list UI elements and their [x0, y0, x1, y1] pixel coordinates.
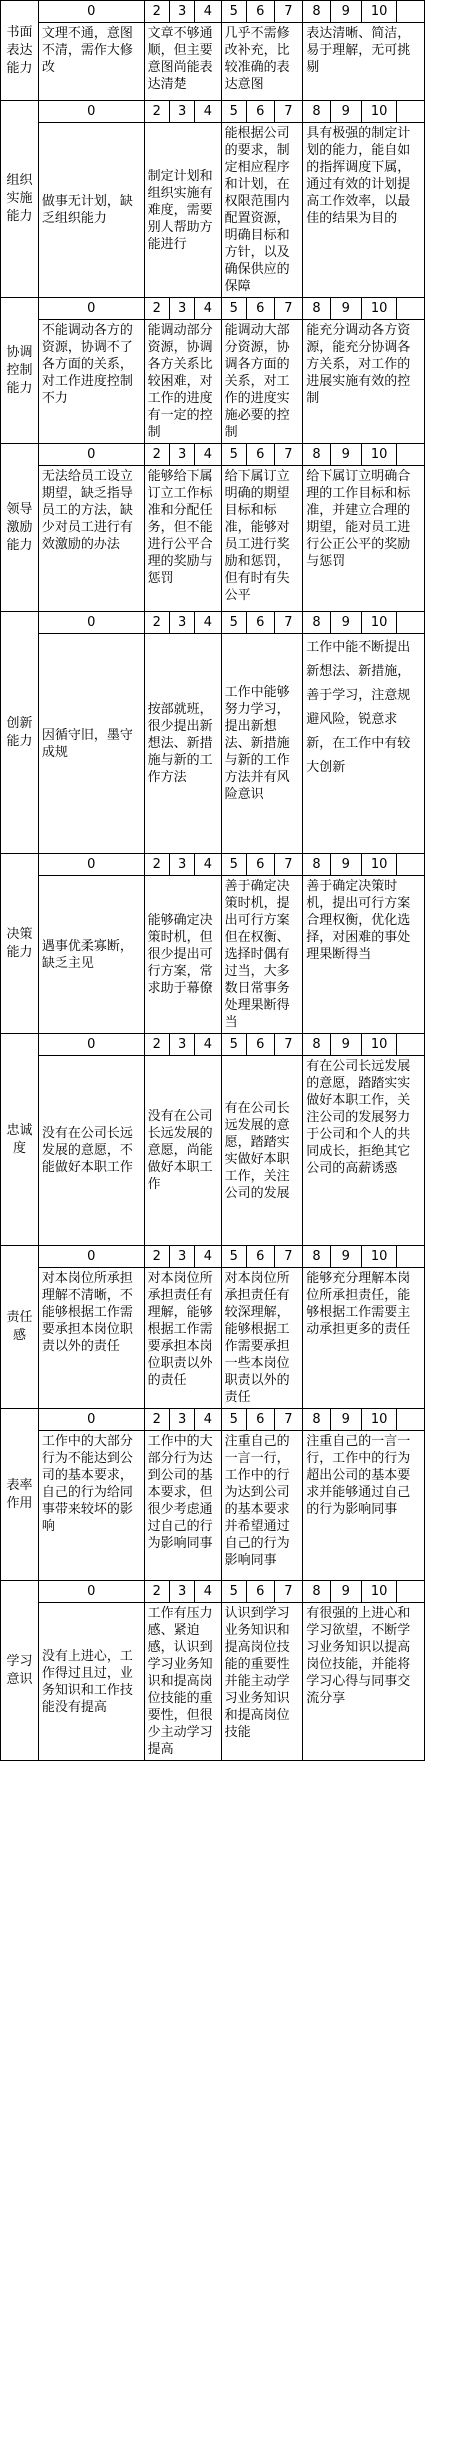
- score-blank: [397, 1409, 425, 1431]
- score-2: 2: [144, 1034, 169, 1056]
- score-0: 0: [38, 101, 144, 123]
- level-desc-3: 有在公司长远发展的意愿，踏踏实实做好本职工作，关注公司的发展: [221, 1056, 303, 1246]
- score-4: 4: [195, 101, 221, 123]
- score-8: 8: [303, 1246, 331, 1268]
- score-10: 10: [361, 1034, 397, 1056]
- score-7: 7: [274, 1246, 303, 1268]
- score-9: 9: [330, 1581, 361, 1603]
- score-7: 7: [274, 612, 303, 634]
- score-4: 4: [195, 444, 221, 466]
- level-desc-1: 工作中的大部分行为不能达到公司的基本要求，自己的行为给同事带来较坏的影响: [38, 1431, 144, 1581]
- score-9: 9: [330, 101, 361, 123]
- score-0: 0: [38, 1034, 144, 1056]
- score-4: 4: [195, 1, 221, 23]
- level-desc-3: 能根据公司的要求，制定相应程序和计划，在权限范围内配置资源，明确目标和方针，以及确保供应的保障: [221, 123, 303, 298]
- level-desc-1: 不能调动各方的资源，协调不了各方面的关系，对工作进度控制不力: [38, 320, 144, 444]
- level-desc-2: 能够给下属订立工作标准和分配任务，但不能进行公平合理的奖励与惩罚: [144, 466, 221, 612]
- score-5: 5: [221, 1246, 246, 1268]
- score-0: 0: [38, 1409, 144, 1431]
- level-desc-4: 有很强的上进心和学习欲望，不断学习业务知识以提高岗位技能，并能将学习心得与同事交流分享: [303, 1603, 425, 1761]
- score-2: 2: [144, 854, 169, 876]
- level-desc-4: 能充分调动各方资源，能充分协调各方关系，对工作的进展实施有效的控制: [303, 320, 425, 444]
- score-10: 10: [361, 101, 397, 123]
- score-8: 8: [303, 612, 331, 634]
- score-6: 6: [246, 1409, 274, 1431]
- criterion-desc-row: [1, 1268, 455, 1409]
- score-blank: [397, 444, 425, 466]
- score-5: 5: [221, 444, 246, 466]
- score-8: 8: [303, 854, 331, 876]
- criterion-name: 决策能力: [1, 854, 39, 1034]
- level-desc-4: 注重自己的一言一行，工作中的行为超出公司的基本要求并能够通过自己的行为影响同事: [303, 1431, 425, 1581]
- score-7: 7: [274, 854, 303, 876]
- score-4: 4: [195, 854, 221, 876]
- level-desc-3: 注重自己的一言一行，工作中的行为达到公司的基本要求并希望通过自己的行为影响同事: [221, 1431, 303, 1581]
- score-4: 4: [195, 612, 221, 634]
- level-desc-3: 善于确定决策时机，提出可行方案但在权衡、选择时偶有过当，大多数日常事务处理果断得当: [221, 876, 303, 1034]
- score-7: 7: [274, 101, 303, 123]
- criterion-desc-row: [1, 876, 455, 1034]
- score-5: 5: [221, 612, 246, 634]
- score-6: 6: [246, 1246, 274, 1268]
- level-desc-1: 文理不通，意图不清，需作大修改: [38, 23, 144, 101]
- score-header-row: [1, 1034, 455, 1056]
- score-10: 10: [361, 854, 397, 876]
- score-9: 9: [330, 1409, 361, 1431]
- criterion-desc-row: [1, 1431, 455, 1581]
- score-6: 6: [246, 298, 274, 320]
- criterion-desc-row: [1, 1056, 455, 1246]
- score-4: 4: [195, 1581, 221, 1603]
- score-3: 3: [169, 1409, 194, 1431]
- score-7: 7: [274, 1, 303, 23]
- level-desc-3: 给下属订立明确的期望目标和标准，能够对员工进行奖励和惩罚，但有时有失公平: [221, 466, 303, 612]
- score-6: 6: [246, 444, 274, 466]
- level-desc-2: 工作中的大部分行为达到公司的基本要求，但很少考虑通过自己的行为影响同事: [144, 1431, 221, 1581]
- score-header-row: [1, 612, 455, 634]
- score-7: 7: [274, 444, 303, 466]
- score-10: 10: [361, 1246, 397, 1268]
- criterion-name: 书面表达能力: [1, 1, 39, 101]
- score-10: 10: [361, 612, 397, 634]
- score-header-row: [1, 1409, 455, 1431]
- level-desc-2: 按部就班，很少提出新想法、新措施与新的工作方法: [144, 634, 221, 854]
- score-blank: [397, 1246, 425, 1268]
- score-5: 5: [221, 1581, 246, 1603]
- criterion-desc-row: [1, 466, 455, 612]
- criterion-name: 学习意识: [1, 1581, 39, 1761]
- criterion-name: 协调控制能力: [1, 298, 39, 444]
- score-10: 10: [361, 1581, 397, 1603]
- score-8: 8: [303, 298, 331, 320]
- level-desc-2: 制定计划和组织实施有难度，需要别人帮助方能进行: [144, 123, 221, 298]
- level-desc-3: 能调动大部分资源，协调各方面的关系，对工作的进度实施必要的控制: [221, 320, 303, 444]
- score-2: 2: [144, 444, 169, 466]
- level-desc-2: 能够确定决策时机，但很少提出可行方案，常求助于幕僚: [144, 876, 221, 1034]
- score-blank: [397, 1, 425, 23]
- score-6: 6: [246, 101, 274, 123]
- score-9: 9: [330, 854, 361, 876]
- score-7: 7: [274, 1034, 303, 1056]
- score-3: 3: [169, 298, 194, 320]
- score-9: 9: [330, 1, 361, 23]
- score-8: 8: [303, 1581, 331, 1603]
- level-desc-1: 对本岗位所承担理解不清晰，不能够根据工作需要承担本岗位职责以外的责任: [38, 1268, 144, 1409]
- score-blank: [397, 854, 425, 876]
- score-header-row: [1, 1246, 455, 1268]
- level-desc-3: 认识到学习业务知识和提高岗位技能的重要性并能主动学习业务知识和提高岗位技能: [221, 1603, 303, 1761]
- score-5: 5: [221, 1034, 246, 1056]
- score-5: 5: [221, 298, 246, 320]
- score-6: 6: [246, 1034, 274, 1056]
- score-8: 8: [303, 444, 331, 466]
- score-8: 8: [303, 101, 331, 123]
- criterion-name: 组织实施能力: [1, 101, 39, 298]
- score-3: 3: [169, 101, 194, 123]
- criterion-name: 表率作用: [1, 1409, 39, 1581]
- score-3: 3: [169, 1581, 194, 1603]
- criterion-name: 领导激励能力: [1, 444, 39, 612]
- score-header-row: [1, 854, 455, 876]
- score-3: 3: [169, 612, 194, 634]
- level-desc-4: 有在公司长远发展的意愿，踏踏实实做好本职工作，关注公司的发展努力于公司和个人的共同成长，拒绝其它公司的高薪诱惑: [303, 1056, 425, 1246]
- criterion-desc-row: [1, 320, 455, 444]
- score-3: 3: [169, 444, 194, 466]
- score-9: 9: [330, 298, 361, 320]
- score-blank: [397, 298, 425, 320]
- score-7: 7: [274, 1409, 303, 1431]
- criterion-desc-row: [1, 1603, 455, 1761]
- level-desc-4: 工作中能不断提出新想法、新措施，善于学习，注意规避风险，锐意求新，在工作中有较大创新: [303, 634, 425, 854]
- score-4: 4: [195, 1034, 221, 1056]
- score-6: 6: [246, 854, 274, 876]
- score-10: 10: [361, 1409, 397, 1431]
- score-4: 4: [195, 1409, 221, 1431]
- level-desc-3: 工作中能够努力学习，提出新想法、新措施与新的工作方法并有风险意识: [221, 634, 303, 854]
- score-3: 3: [169, 1034, 194, 1056]
- score-0: 0: [38, 1246, 144, 1268]
- score-10: 10: [361, 1, 397, 23]
- score-2: 2: [144, 1246, 169, 1268]
- score-3: 3: [169, 1246, 194, 1268]
- level-desc-1: 做事无计划，缺乏组织能力: [38, 123, 144, 298]
- score-0: 0: [38, 854, 144, 876]
- level-desc-2: 对本岗位所承担责任有理解，能够根据工作需要承担本岗位职责以外的责任: [144, 1268, 221, 1409]
- score-2: 2: [144, 612, 169, 634]
- score-header-row: [1, 1, 455, 23]
- score-blank: [397, 612, 425, 634]
- level-desc-4: 具有极强的制定计划的能力，能自如的指挥调度下属，通过有效的计划提高工作效率，以最佳的结果为目的: [303, 123, 425, 298]
- level-desc-1: 因循守旧，墨守成规: [38, 634, 144, 854]
- criterion-name: 忠诚度: [1, 1034, 39, 1246]
- score-10: 10: [361, 444, 397, 466]
- level-desc-1: 没有上进心，工作得过且过，业务知识和工作技能没有提高: [38, 1603, 144, 1761]
- score-5: 5: [221, 854, 246, 876]
- score-9: 9: [330, 444, 361, 466]
- level-desc-3: 几乎不需修改补充，比较准确的表达意图: [221, 23, 303, 101]
- criterion-desc-row: [1, 634, 455, 854]
- score-5: 5: [221, 1, 246, 23]
- level-desc-2: 能调动部分资源，协调各方关系比较困难，对工作的进度有一定的控制: [144, 320, 221, 444]
- score-3: 3: [169, 1, 194, 23]
- score-blank: [397, 1034, 425, 1056]
- criterion-name: 创新能力: [1, 612, 39, 854]
- score-2: 2: [144, 101, 169, 123]
- score-4: 4: [195, 298, 221, 320]
- score-4: 4: [195, 1246, 221, 1268]
- score-2: 2: [144, 1581, 169, 1603]
- score-blank: [397, 101, 425, 123]
- score-8: 8: [303, 1034, 331, 1056]
- score-header-row: [1, 298, 455, 320]
- score-0: 0: [38, 298, 144, 320]
- criterion-desc-row: [1, 23, 455, 101]
- criterion-name: 责任感: [1, 1246, 39, 1409]
- score-2: 2: [144, 1409, 169, 1431]
- score-8: 8: [303, 1409, 331, 1431]
- score-10: 10: [361, 298, 397, 320]
- level-desc-2: 没有在公司长远发展的意愿，尚能做好本职工作: [144, 1056, 221, 1246]
- score-blank: [397, 1581, 425, 1603]
- level-desc-2: 文章不够通顺，但主要意图尚能表达清楚: [144, 23, 221, 101]
- level-desc-4: 善于确定决策时机，提出可行方案合理权衡，优化选择，对困难的事处理果断得当: [303, 876, 425, 1034]
- score-header-row: [1, 1581, 455, 1603]
- score-header-row: [1, 101, 455, 123]
- level-desc-4: 表达清晰、简洁，易于理解，无可挑剔: [303, 23, 425, 101]
- score-5: 5: [221, 101, 246, 123]
- level-desc-1: 无法给员工设立期望，缺乏指导员工的方法，缺少对员工进行有效激励的办法: [38, 466, 144, 612]
- level-desc-1: 遇事优柔寡断，缺乏主见: [38, 876, 144, 1034]
- score-0: 0: [38, 1581, 144, 1603]
- score-9: 9: [330, 612, 361, 634]
- score-7: 7: [274, 298, 303, 320]
- score-3: 3: [169, 854, 194, 876]
- score-2: 2: [144, 298, 169, 320]
- score-6: 6: [246, 612, 274, 634]
- level-desc-3: 对本岗位所承担责任有较深理解，能够根据工作需要承担一些本岗位职责以外的责任: [221, 1268, 303, 1409]
- score-header-row: [1, 444, 455, 466]
- level-desc-1: 没有在公司长远发展的意愿，不能做好本职工作: [38, 1056, 144, 1246]
- score-7: 7: [274, 1581, 303, 1603]
- criterion-desc-row: [1, 123, 455, 298]
- score-9: 9: [330, 1246, 361, 1268]
- level-desc-2: 工作有压力感、紧迫感，认识到学习业务知识和提高岗位技能的重要性，但很少主动学习提高: [144, 1603, 221, 1761]
- score-5: 5: [221, 1409, 246, 1431]
- score-0: 0: [38, 1, 144, 23]
- score-6: 6: [246, 1581, 274, 1603]
- level-desc-4: 能够充分理解本岗位所承担责任，能够根据工作需要主动承担更多的责任: [303, 1268, 425, 1409]
- score-0: 0: [38, 612, 144, 634]
- score-6: 6: [246, 1, 274, 23]
- score-0: 0: [38, 444, 144, 466]
- score-2: 2: [144, 1, 169, 23]
- score-9: 9: [330, 1034, 361, 1056]
- score-8: 8: [303, 1, 331, 23]
- level-desc-4: 给下属订立明确合理的工作目标和标准，并建立合理的期望，能对员工进行公正公平的奖励与惩罚: [303, 466, 425, 612]
